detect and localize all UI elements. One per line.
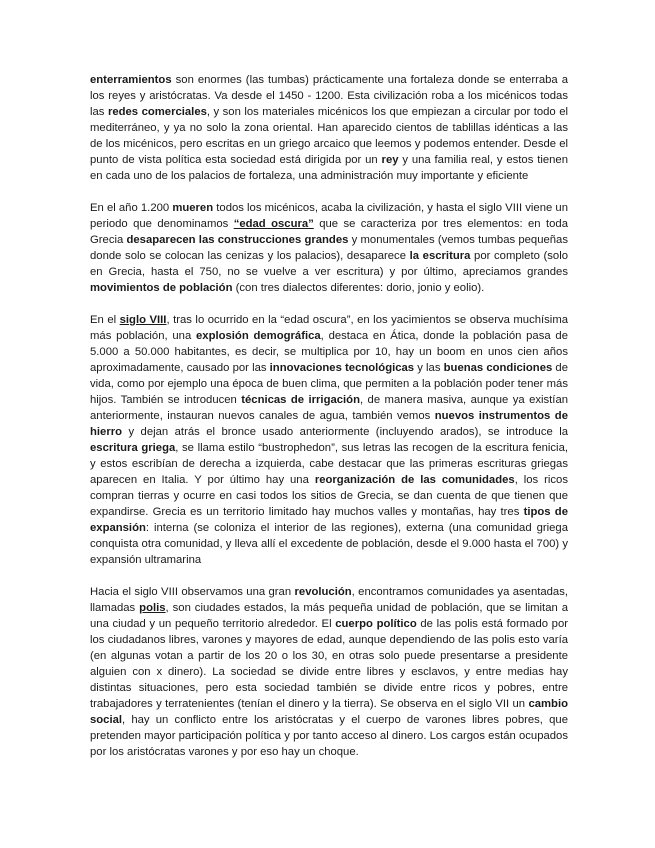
body-text: En el — [90, 314, 120, 326]
bold-text: explosión demográfica — [196, 330, 321, 342]
body-text: y las — [414, 362, 444, 374]
paragraph-micenicos — [90, 72, 568, 184]
bold-text: cambio social — [90, 698, 568, 726]
bold-text: mueren — [172, 202, 214, 214]
body-text: , hay un conflicto entre los aristócratas y el cuerpo de varones libres pobres, que pretenden mayor participación política y por tanto acceso al dinero. Los cargos están ocupados por los aristócratas varones y por eso hay un choque. — [90, 714, 568, 758]
body-text: y dejan atrás el bronce usado anteriormente (incluyendo arados), se introduce la — [122, 426, 568, 438]
bold-text: buenas condiciones — [443, 362, 553, 374]
paragraph-polis — [90, 584, 568, 760]
bold-text: innovaciones tecnológicas — [269, 362, 415, 374]
bold-text: enterramientos — [90, 74, 172, 86]
document-body — [90, 72, 568, 776]
body-text: , y son los materiales micénicos los que empiezan a circular por todo el mediterráneo, y ya no solo la zona oriental. Han aparecido cientos de tablillas idénticas a las de los micénicos, pero escritas en un griego arcaico que leemos y podemos entender. Desde el punto de vista política esta sociedad está dirigida por un — [90, 106, 568, 166]
bold-text: cuerpo político — [335, 618, 417, 630]
bold-text: tipos de expansión — [90, 506, 568, 534]
body-text: que se caracteriza por tres elementos: en toda Grecia — [90, 218, 568, 246]
body-text: son enormes (las tumbas) prácticamente una fortaleza donde se enterraba a los reyes y aristócratas. Va desde el 1450 - 1200. Esta civilización roba a los micénicos todas las — [90, 74, 568, 118]
bold-text: movimientos de población — [90, 282, 233, 294]
bold-text: siglo VIII — [119, 314, 167, 326]
bold-text: revolución — [294, 586, 352, 598]
body-text: y monumentales (vemos tumbas pequeñas donde solo se colocan las cenizas y los palacios), desaparece — [90, 234, 568, 262]
bold-text: redes comerciales — [107, 106, 207, 118]
body-text: , son ciudades estados, la más pequeña unidad de población, que se limitan a una ciudad y un pequeño territorio alrededor. El — [90, 602, 568, 630]
bold-text: nuevos instrumentos de hierro — [90, 410, 568, 438]
body-text: , se llama estilo “bustrophedon”, sus letras las recogen de la escritura fenicia, y estos escribían de derecha a izquierda, cabe destacar que las primeras escrituras griegas aparecen en Italia. Y por último hay una — [90, 442, 568, 486]
bold-text: técnicas de irrigación — [241, 394, 360, 406]
bold-text: escritura griega — [90, 442, 176, 454]
bold-text: la escritura — [409, 250, 471, 262]
body-text: , destaca en Ática, donde la población pasa de 5.000 a 50.000 habitantes, es decir, se multiplica por 10, hay un boom en unos cien años aproximadamente, causado por las — [90, 330, 568, 374]
body-text: Hacia el siglo VIII observamos una gran — [90, 586, 295, 598]
body-text: de vida, como por ejemplo una época de buen clima, que permiten a la población poder tener más hijos. También se introducen — [90, 362, 568, 406]
paragraph-edad-oscura — [90, 200, 568, 296]
bold-text: desaparecen las construcciones grandes — [126, 234, 349, 246]
bold-text: rey — [381, 154, 399, 166]
body-text: todos los micénicos, acaba la civilización, y hasta el siglo VIII viene un periodo que denominamos — [90, 202, 568, 230]
body-text: , los ricos compran tierras y ocurre en casi todos los sitios de Grecia, se dan cuenta de que tienen que expandirse. Grecia es un territorio limitado hay muchos valles y montañas, hay tres — [90, 474, 568, 518]
body-text: (con tres dialectos diferentes: dorio, jonio y eolio). — [232, 282, 485, 294]
body-text: En el año 1.200 — [90, 202, 173, 214]
paragraph-siglo-viii — [90, 312, 568, 568]
bold-text: polis — [139, 602, 166, 614]
body-text: , tras lo ocurrido en la “edad oscura”, en los yacimientos se observa muchísima más población, una — [90, 314, 569, 342]
body-text: : interna (se coloniza el interior de las regiones), externa (una comunidad griega conquista otra comunidad, y lleva allí el excedente de población, desde el 9.000 hasta el 700) y expansión ultramarina — [90, 522, 568, 566]
body-text: y una familia real, y estos tienen en cada uno de los palacios de fortaleza, una administración muy importante y eficiente — [90, 154, 568, 182]
bold-text: “edad oscura” — [233, 218, 314, 230]
body-text: , de manera masiva, aunque ya existían anteriormente, instauran nuevos canales de agua, también vemos — [90, 394, 569, 422]
body-text: por completo (solo en Grecia, hasta el 750, no se vuelve a ver escritura) y por último, apreciamos grandes — [90, 250, 568, 278]
body-text: de las polis está formado por los ciudadanos libres, varones y mayores de edad, aunque dependiendo de las polis esto varía (en algunas votan a partir de los 20 o los 30, en otras solo puede presentarse a presidente alguien con x dinero). La sociedad se divide entre libres y esclavos, y entre medias hay distintas situaciones, pero esta sociedad también se divide entre ricos y pobres, entre trabajadores y terratenientes (tenían el dinero y la tierra). Se observa en el siglo VII un — [90, 618, 568, 710]
body-text: , encontramos comunidades ya asentadas, llamadas — [90, 586, 568, 614]
bold-text: reorganización de las comunidades — [314, 474, 515, 486]
